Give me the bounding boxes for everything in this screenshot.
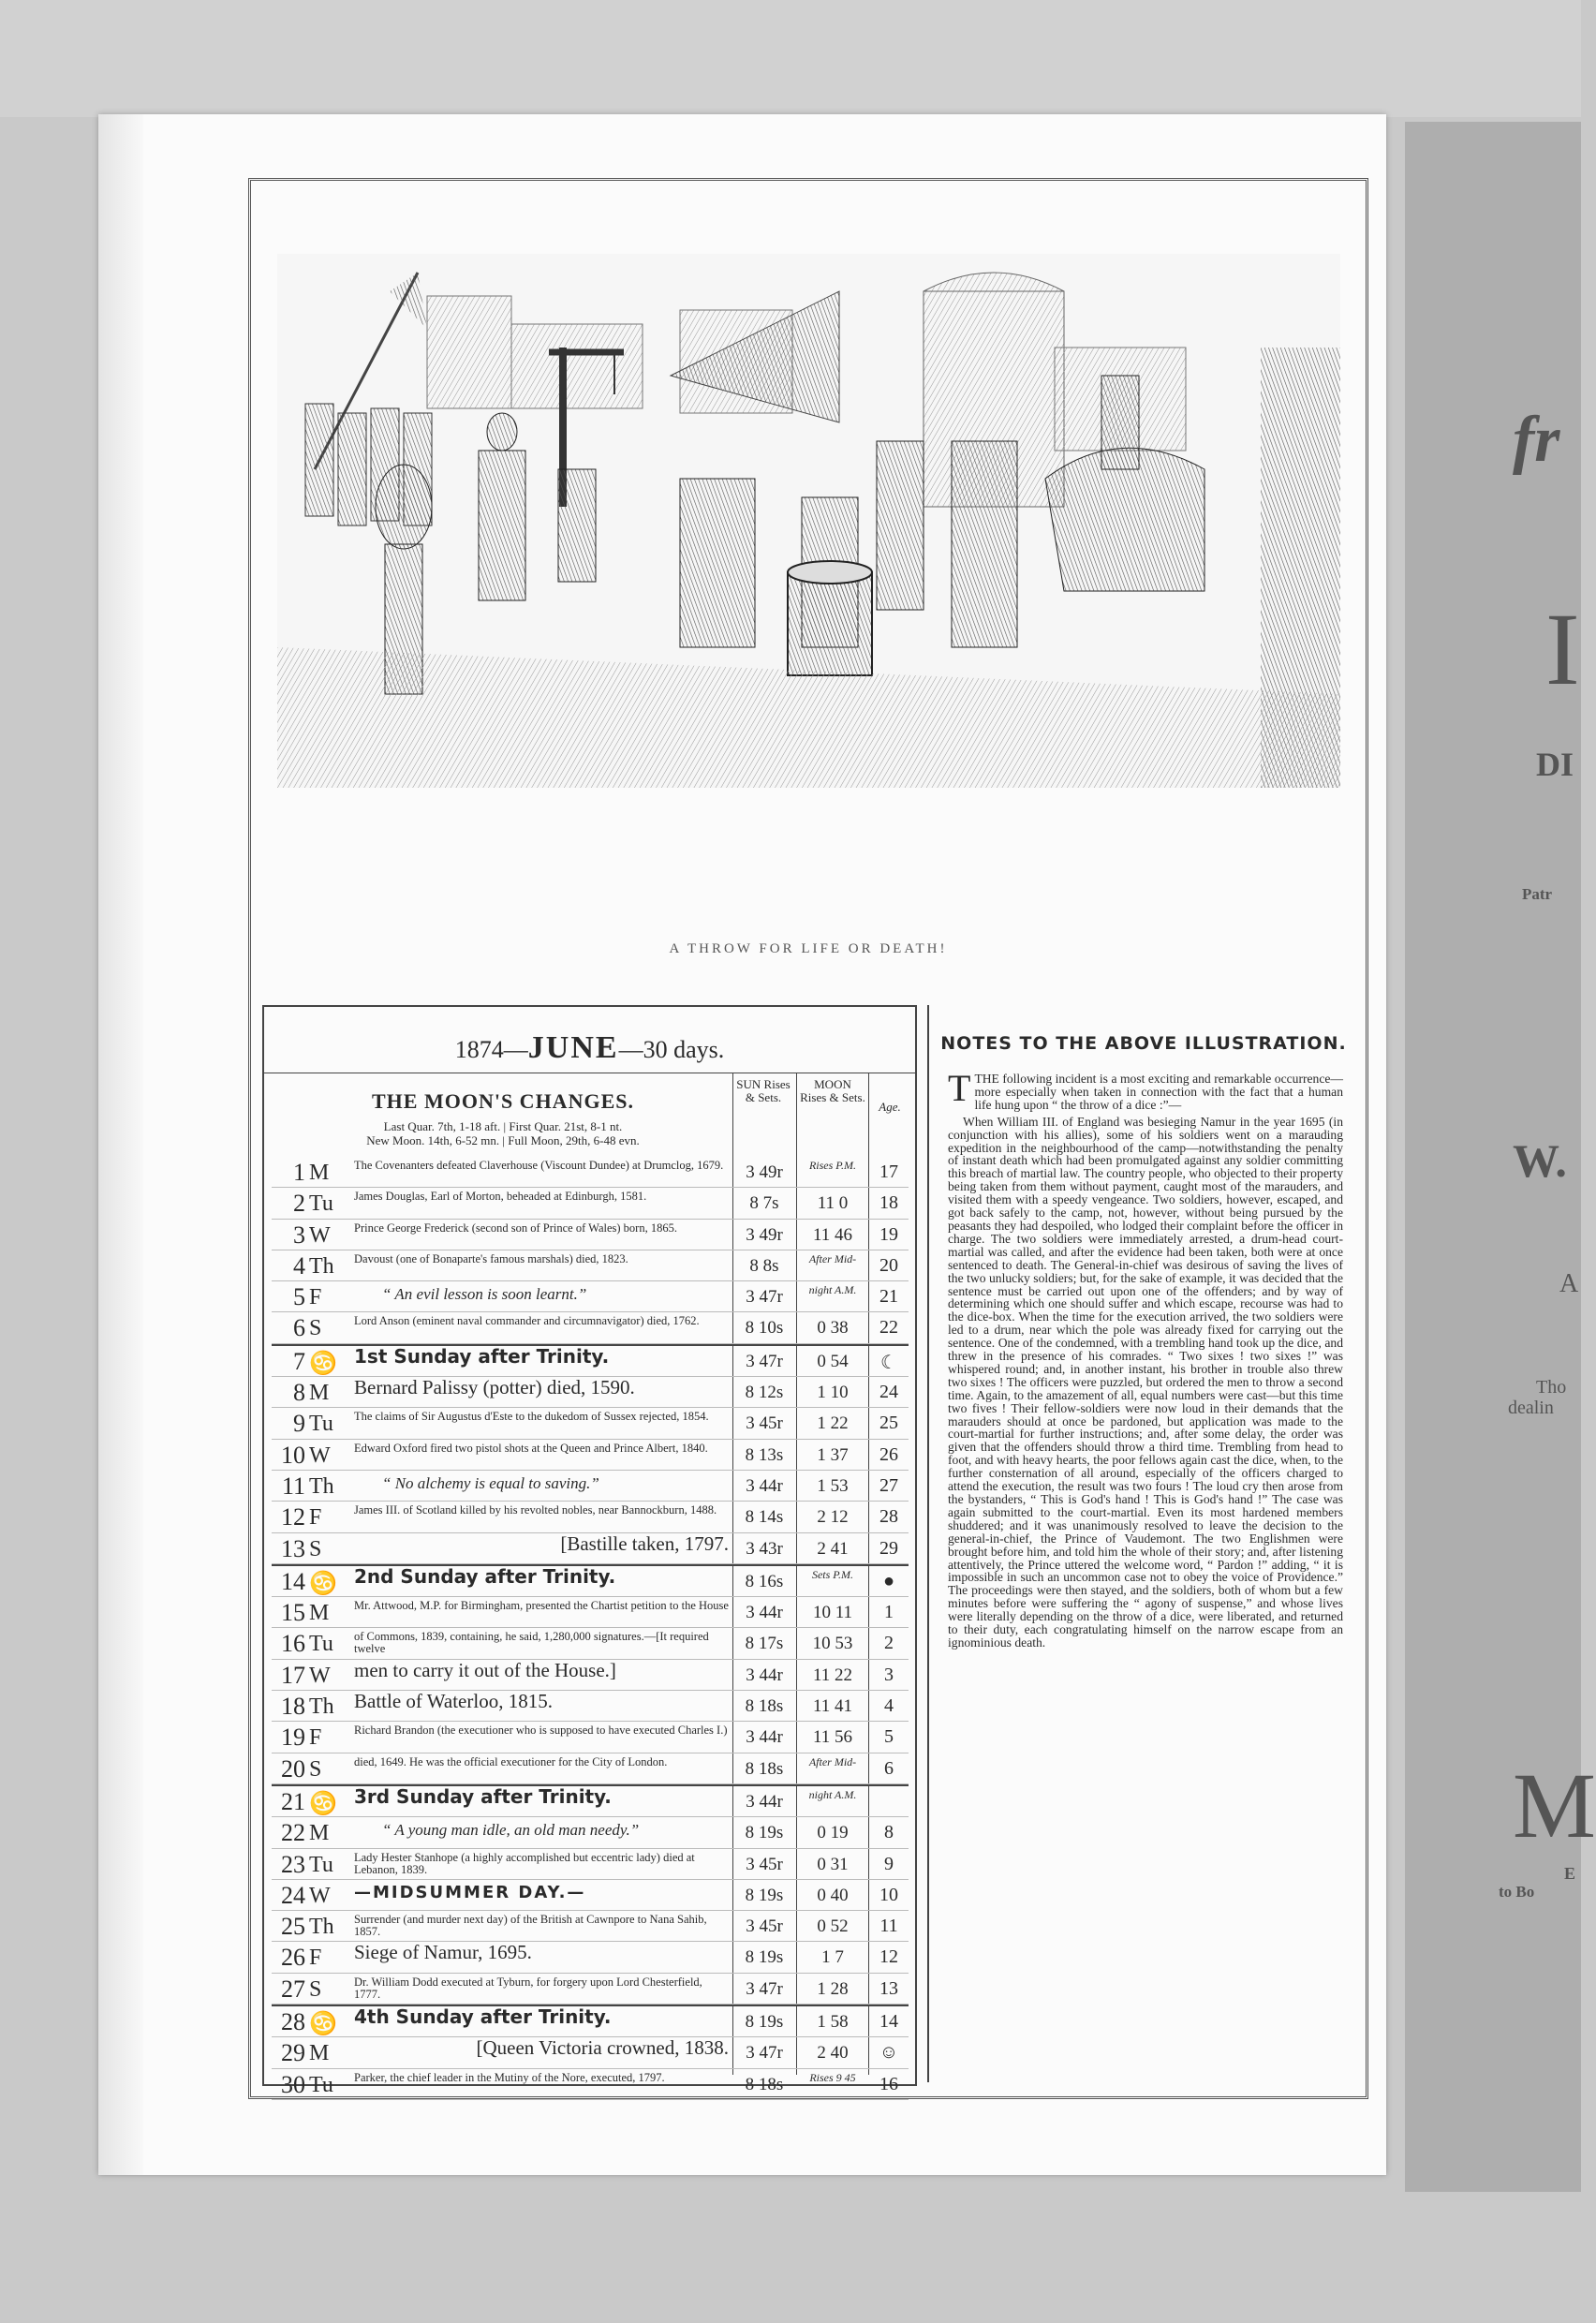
row-date: 11 — [281, 1472, 305, 1500]
notes-column — [927, 1005, 1358, 2082]
row-moon-time: 1 53 — [817, 1475, 849, 1496]
row-weekday: F — [309, 1505, 322, 1531]
row-moon-time: 11 46 — [812, 1224, 853, 1245]
row-date: 5 — [293, 1283, 305, 1311]
row-sun-time: 3 47r — [746, 1351, 783, 1371]
row-moon-age: 5 — [884, 1726, 894, 1748]
row-moon-age: 24 — [879, 1382, 898, 1403]
adjacent-text: I — [1545, 592, 1580, 706]
calendar-rows — [272, 1157, 909, 2100]
row-moon-time: 1 37 — [817, 1444, 849, 1465]
row-sun-time: 8 7s — [749, 1193, 779, 1214]
row-event: Bernard Palissy (potter) died, 1590. — [354, 1376, 635, 1399]
row-date: 6 — [293, 1314, 305, 1342]
row-weekday: W — [309, 1443, 331, 1468]
row-sun-time: 3 44r — [746, 1665, 783, 1685]
moon-column-header: MOON Rises & Sets. — [800, 1077, 865, 1104]
row-moon-time: 2 40 — [817, 2043, 849, 2064]
row-sun-time: 3 44r — [746, 1475, 783, 1496]
drop-cap: T — [948, 1067, 971, 1109]
row-date: 9 — [293, 1410, 305, 1438]
row-event: “ No alchemy is equal to saving.” — [382, 1473, 599, 1492]
adjacent-text: Tho — [1536, 1377, 1567, 1398]
row-moon-age: 1 — [884, 1602, 894, 1623]
calendar-row — [272, 1942, 909, 1973]
row-date: 2 — [293, 1190, 305, 1218]
row-weekday: W — [309, 1663, 331, 1688]
row-weekday: M — [309, 1821, 330, 1846]
row-sun-time: 3 47r — [746, 1287, 783, 1308]
row-date: 24 — [281, 1881, 305, 1909]
row-weekday: S — [309, 1536, 322, 1561]
row-moon-time: 0 54 — [817, 1351, 849, 1371]
calendar-row — [272, 1408, 909, 1439]
row-moon-age: 9 — [884, 1853, 894, 1874]
calendar-row — [272, 1660, 909, 1691]
row-event: Mr. Attwood, M.P. for Birmingham, presented the Chartist petition to the House — [354, 1599, 729, 1613]
row-moon-age: 14 — [879, 2011, 898, 2033]
row-moon-age: 26 — [879, 1443, 898, 1465]
row-moon-time: 11 22 — [812, 1665, 853, 1685]
row-date: 10 — [281, 1441, 305, 1469]
row-date: 22 — [281, 1819, 305, 1847]
row-sun-time: 8 19s — [745, 1823, 784, 1843]
row-moon-time: 1 10 — [817, 1383, 849, 1403]
row-weekday: M — [309, 1601, 330, 1626]
row-sun-time: 8 12s — [745, 1383, 784, 1403]
row-weekday: M — [309, 2041, 330, 2066]
row-moon-age: 2 — [884, 1633, 894, 1654]
calendar-row — [272, 2037, 909, 2068]
row-event: of Commons, 1839, containing, he said, 1,280,000 signatures.—[It required twelve — [354, 1630, 709, 1656]
row-sun-time: 3 45r — [746, 1854, 783, 1874]
row-moon-age: ☾ — [880, 1352, 897, 1373]
age-column-header: Age. — [879, 1100, 901, 1114]
row-moon-time: 1 28 — [817, 1978, 849, 1999]
row-sun-time: 8 16s — [745, 1571, 784, 1591]
row-moon-time: 0 40 — [817, 1885, 849, 1905]
row-moon-time: 0 52 — [817, 1916, 849, 1937]
row-sun-time: 3 47r — [746, 2043, 783, 2064]
row-event: “ An evil lesson is soon learnt.” — [382, 1285, 587, 1304]
row-weekday: ♋ — [309, 1791, 337, 1816]
row-event: James III. of Scotland killed by his revolted nobles, near Bannockburn, 1488. — [354, 1503, 717, 1517]
row-weekday: Th — [309, 1915, 334, 1940]
row-weekday: F — [309, 1725, 322, 1751]
row-moon-time: After Mid- — [808, 1251, 857, 1265]
background-top — [0, 0, 1581, 117]
calendar-row — [272, 1722, 909, 1753]
calendar-row — [272, 2005, 909, 2037]
row-weekday: S — [309, 1756, 322, 1782]
notes-title: NOTES TO THE ABOVE ILLUSTRATION. — [940, 1033, 1347, 1054]
row-sun-time: 8 14s — [745, 1507, 784, 1528]
calendar-title — [264, 1030, 915, 1066]
calendar-row — [272, 1281, 909, 1312]
calendar-month: JUNE — [527, 1030, 619, 1065]
row-date: 7 — [293, 1347, 305, 1375]
row-moon-age: 22 — [879, 1317, 898, 1339]
row-event: [Bastille taken, 1797. — [560, 1531, 729, 1555]
calendar-days: —30 days. — [618, 1036, 725, 1063]
row-moon-age: 17 — [879, 1162, 898, 1182]
row-event: Edward Oxford fired two pistol shots at the Queen and Prince Albert, 1840. — [354, 1441, 708, 1455]
page-frame — [248, 178, 1368, 2099]
row-sun-time: 8 18s — [745, 2074, 784, 2094]
row-event: Dr. William Dodd executed at Tyburn, for forgery upon Lord Chesterfield, 1777. — [354, 1975, 702, 2001]
adjacent-text: A — [1559, 1269, 1579, 1298]
row-moon-time: 11 56 — [812, 1727, 853, 1748]
row-weekday: F — [309, 1946, 322, 1971]
row-moon-time: Sets P.M. — [811, 1567, 854, 1581]
row-moon-time: 0 31 — [817, 1854, 849, 1874]
row-event: The Covenanters defeated Claverhouse (Viscount Dundee) at Drumclog, 1679. — [354, 1159, 724, 1172]
calendar-row — [272, 1250, 909, 1281]
row-date: 27 — [281, 1975, 305, 2003]
adjacent-text: E — [1564, 1864, 1576, 1883]
row-event: “ A young man idle, an old man needy.” — [382, 1821, 640, 1840]
row-date: 26 — [281, 1944, 305, 1972]
row-event: Richard Brandon (the executioner who is supposed to have executed Charles I.) — [354, 1724, 728, 1738]
row-event: Battle of Waterloo, 1815. — [354, 1690, 553, 1713]
engraving-illustration — [277, 254, 1340, 788]
row-moon-age: 6 — [884, 1757, 894, 1779]
moon-changes-title: THE MOON'S CHANGES. — [372, 1089, 634, 1113]
calendar-row — [272, 1157, 909, 1188]
row-moon-age: 13 — [879, 1977, 898, 1999]
row-moon-time: 0 19 — [817, 1823, 849, 1843]
notes-paragraph-intro: THE following incident is a most exciting and remarkable occurrence—more especially when taken in connection with the fact that a human life hung upon “ the throw of a dice :”— — [974, 1072, 1343, 1112]
row-date: 13 — [281, 1534, 305, 1562]
row-date: 28 — [281, 2008, 305, 2036]
row-moon-age: 19 — [879, 1223, 898, 1245]
row-moon-age: ☺ — [879, 2042, 899, 2064]
calendar-row — [272, 1849, 909, 1880]
row-event: 3rd Sunday after Trinity. — [354, 1784, 612, 1808]
calendar-row — [272, 1377, 909, 1408]
row-weekday: F — [309, 1285, 322, 1310]
row-event: Parker, the chief leader in the Mutiny of the Nore, executed, 1797. — [354, 2070, 665, 2084]
row-event: —MIDSUMMER DAY.— — [354, 1882, 586, 1902]
row-event: 2nd Sunday after Trinity. — [354, 1564, 616, 1588]
row-date: 21 — [281, 1787, 305, 1815]
moon-changes-line: New Moon. 14th, 6-52 mn. | Full Moon, 29th, 6-48 evn. — [366, 1133, 640, 1147]
adjacent-text: dealin — [1508, 1398, 1554, 1418]
row-sun-time: 8 19s — [745, 1885, 784, 1905]
row-moon-time: 1 58 — [817, 2012, 849, 2033]
adjacent-text: Patr — [1522, 885, 1553, 903]
row-weekday: Tu — [309, 1191, 333, 1217]
row-event: 1st Sunday after Trinity. — [354, 1344, 610, 1368]
row-date: 23 — [281, 1850, 305, 1878]
row-sun-time: 3 44r — [746, 1791, 783, 1812]
row-event: 4th Sunday after Trinity. — [354, 2005, 612, 2029]
moon-changes-line: Last Quar. 7th, 1-18 aft. | First Quar. 21st, 8-1 nt. — [383, 1119, 623, 1133]
row-weekday: W — [309, 1222, 331, 1248]
row-moon-time: 0 38 — [817, 1318, 849, 1339]
adjacent-text: DI — [1536, 746, 1574, 783]
calendar-row — [272, 1220, 909, 1250]
row-moon-age: 29 — [879, 1537, 898, 1559]
calendar-row — [272, 1880, 909, 1911]
row-weekday: ♋ — [309, 1571, 337, 1596]
calendar-row — [272, 1911, 909, 1942]
row-moon-time: 2 12 — [817, 1507, 849, 1528]
calendar-row — [272, 1188, 909, 1219]
row-sun-time: 3 49r — [746, 1162, 783, 1182]
row-sun-time: 8 19s — [745, 2012, 784, 2033]
row-moon-time: night A.M. — [808, 1283, 857, 1297]
row-event: Prince George Frederick (second son of Prince of Wales) born, 1865. — [354, 1221, 677, 1235]
row-event: Siege of Namur, 1695. — [354, 1941, 532, 1964]
row-moon-age: 11 — [879, 1916, 898, 1937]
calendar-row — [272, 1502, 909, 1532]
calendar-row — [272, 1597, 909, 1628]
row-date: 17 — [281, 1661, 305, 1689]
row-weekday: W — [309, 1883, 331, 1908]
row-date: 29 — [281, 2039, 305, 2067]
row-moon-age: 21 — [879, 1286, 898, 1308]
row-event: Lady Hester Stanhope (a highly accomplished but eccentric lady) died at Lebanon, 1839. — [354, 1850, 695, 1876]
almanac-page — [98, 114, 1386, 2175]
row-sun-time: 3 45r — [746, 1413, 783, 1434]
row-weekday: M — [309, 1381, 330, 1406]
row-date: 20 — [281, 1754, 305, 1783]
row-moon-time: 11 0 — [817, 1193, 849, 1214]
row-date: 14 — [281, 1567, 305, 1595]
row-sun-time: 3 44r — [746, 1603, 783, 1623]
moon-changes-header — [273, 1089, 732, 1147]
row-moon-age: 12 — [879, 1946, 898, 1968]
row-moon-time: 1 22 — [817, 1413, 849, 1434]
calendar-row — [272, 1817, 909, 1848]
row-moon-age: 20 — [879, 1254, 898, 1276]
row-moon-age: 8 — [884, 1822, 894, 1843]
row-date: 15 — [281, 1599, 305, 1627]
row-sun-time: 3 45r — [746, 1916, 783, 1937]
row-sun-time: 8 10s — [745, 1318, 784, 1339]
calendar-row — [272, 1753, 909, 1784]
row-event: James Douglas, Earl of Morton, beheaded at Edinburgh, 1581. — [354, 1190, 647, 1204]
row-moon-time: 2 41 — [817, 1538, 849, 1559]
row-weekday: Th — [309, 1694, 334, 1720]
row-weekday: S — [309, 1316, 322, 1341]
adjacent-text: W. — [1513, 1134, 1567, 1187]
row-moon-time: After Mid- — [808, 1754, 857, 1768]
row-date: 3 — [293, 1221, 305, 1249]
row-event: The claims of Sir Augustus d'Este to the dukedom of Sussex rejected, 1854. — [354, 1410, 709, 1424]
row-weekday: Th — [309, 1473, 334, 1499]
row-sun-time: 8 19s — [745, 1947, 784, 1968]
adjacent-page — [1405, 122, 1596, 2192]
engraving-image — [277, 254, 1340, 788]
row-moon-time: Rises 9 45 — [809, 2070, 856, 2084]
row-weekday: Tu — [309, 1852, 333, 1877]
row-sun-time: 3 47r — [746, 1978, 783, 1999]
row-sun-time: 3 43r — [746, 1538, 783, 1559]
row-event: Surrender (and murder next day) of the British at Cawnpore to Nana Sahib, 1857. — [354, 1913, 707, 1939]
row-sun-time: 3 49r — [746, 1224, 783, 1245]
row-event: Lord Anson (eminent naval commander and circumnavigator) died, 1762. — [354, 1314, 700, 1328]
row-moon-age: ● — [882, 1570, 895, 1591]
row-date: 12 — [281, 1503, 305, 1531]
row-moon-time: 10 11 — [812, 1603, 853, 1623]
row-weekday: Tu — [309, 2072, 333, 2097]
page-spine — [98, 114, 143, 2175]
calendar-row — [272, 1533, 909, 1564]
row-event: men to carry it out of the House.] — [354, 1658, 616, 1681]
row-moon-age: 27 — [879, 1474, 898, 1496]
adjacent-text: to Bo — [1499, 1883, 1535, 1901]
row-moon-time: Rises P.M. — [808, 1159, 857, 1172]
row-date: 30 — [281, 2070, 305, 2098]
row-moon-age: 4 — [884, 1695, 894, 1717]
illustration-caption: A THROW FOR LIFE OR DEATH! — [669, 941, 948, 956]
calendar-row — [272, 1471, 909, 1502]
row-weekday: Tu — [309, 1412, 333, 1437]
calendar-row — [272, 1344, 909, 1377]
sun-column-header: SUN Rises & Sets. — [736, 1077, 791, 1104]
calendar-year: 1874— — [454, 1036, 528, 1063]
row-date: 16 — [281, 1630, 305, 1658]
row-moon-time: 10 53 — [812, 1634, 853, 1654]
row-weekday: Tu — [309, 1632, 333, 1657]
row-sun-time: 8 13s — [745, 1444, 784, 1465]
row-event: Davoust (one of Bonaparte's famous marshals) died, 1823. — [354, 1251, 628, 1265]
row-date: 1 — [293, 1159, 305, 1186]
adjacent-text: M — [1513, 1753, 1596, 1857]
row-weekday: ♋ — [309, 1351, 337, 1376]
row-moon-time: 1 7 — [821, 1947, 844, 1968]
row-date: 8 — [293, 1379, 305, 1407]
row-weekday: Th — [309, 1253, 334, 1279]
row-weekday: M — [309, 1161, 330, 1185]
row-moon-age: 25 — [879, 1413, 898, 1434]
row-sun-time: 8 17s — [745, 1634, 784, 1654]
row-moon-time: night A.M. — [808, 1787, 857, 1801]
row-moon-age: 16 — [879, 2073, 898, 2094]
calendar-table — [262, 1005, 917, 2098]
row-weekday: S — [309, 1976, 322, 2002]
row-moon-age: 18 — [879, 1192, 898, 1214]
row-sun-time: 8 18s — [745, 1758, 784, 1779]
notes-paragraph: When William III. of England was besieging Namur in the year 1695 (in conjunction with his allies), some of his soldiers went on a marauding expedition in the neighbourhood of the camp—notwithstanding the penalty of instant death which had been promulgated against any soldier committing this breach of martial law. The country people, who objected to their property being taken from them without payment, caught most of the marauders, and visited them with a speedy vengeance. Two soldiers, however, escaped, and got back safely to the camp, not, however, without being pursued by the peasants they had despoiled, who lodged their complaint before the officer in charge. The two soldiers were immediately arrested, a drum-head court-martial was called, and after the evidence had been taken, both were at once sentenced to death. The General-in-chief was desirous of saving the lives of the two unlucky soldiers; but, for the sake of example, it was decided that the sentence must be carried out upon one of the offenders; and by way of determining which one should suffer and which escape, recourse was had to the dice-box. When the time for the execution arrived, the two soldiers were led to a drum, near which the pole was already fixed for carrying out the sentence. One of the condemned, with a trembling hand took up the dice, and threw in the presence of his comrades. “ Two sixes ! two sixes !” was whispered round; and, in another instant, his brother in trouble also threw two sixes ! The officers were puzzled, but ordered the men to throw a second time. Again, to the amazement of all, equal numbers were cast—but this time two fives ! Their fellow-soldiers were now loud in their demands that the marauders should at once be pardoned, but application was made to the court-martial for further instructions; and, after some delay, the order was given that the offenders should throw a third time. Trembling from head to foot, and with heavy hearts, the poor fellows again cast the dice, when, to the further consternation of all around, especially of the officers charged to attend the execution, the result was two fours ! The loud cry then arose from the bystanders, “ This is God's hand ! This is God's hand !” The case was again submitted to the court-martial. Even its most hardened members shuddered; and it was unanimously resolved to leave the decision to the general-in-chief, the Prince of Vaudemont. The two Englishmen were brought before him, and told him the whole of their story; and, after listening attentively, the Prince uttered the welcome word, “ Pardon !” adding, “ it is impossible in such an uncommon case not to obey the voice of Providence.” The proceedings were then stayed, and the soldiers, both of whom but a few minutes before were suffering the “ agony of suspense,” and whose lives were literally depending on the throw of a dice, were liberated, and returned to their duty, each congratulating himself on the narrow escape from an ignominious death. — [948, 1114, 1343, 1650]
row-sun-time: 8 8s — [749, 1255, 779, 1276]
calendar-row — [272, 1974, 909, 2005]
row-date: 25 — [281, 1913, 305, 1941]
calendar-row — [272, 1691, 909, 1722]
calendar-row — [272, 1628, 909, 1659]
notes-body — [929, 1054, 1358, 1650]
row-event: died, 1649. He was the official executioner for the City of London. — [354, 1754, 668, 1768]
calendar-row — [272, 1784, 909, 1817]
row-weekday: ♋ — [309, 2012, 337, 2037]
calendar-row — [272, 1440, 909, 1471]
calendar-row — [272, 2069, 909, 2100]
row-moon-age: 3 — [884, 1664, 894, 1685]
calendar-row — [272, 1564, 909, 1597]
calendar-row — [272, 1312, 909, 1343]
row-event: [Queen Victoria crowned, 1838. — [476, 2036, 729, 2060]
row-date: 18 — [281, 1693, 305, 1721]
row-sun-time: 8 18s — [745, 1696, 784, 1717]
row-date: 19 — [281, 1724, 305, 1752]
row-moon-time: 11 41 — [812, 1696, 853, 1717]
row-sun-time: 3 44r — [746, 1727, 783, 1748]
row-moon-age: 28 — [879, 1506, 898, 1528]
row-moon-age: 10 — [879, 1884, 898, 1905]
row-date: 4 — [293, 1251, 305, 1280]
adjacent-text: fr — [1513, 404, 1560, 476]
